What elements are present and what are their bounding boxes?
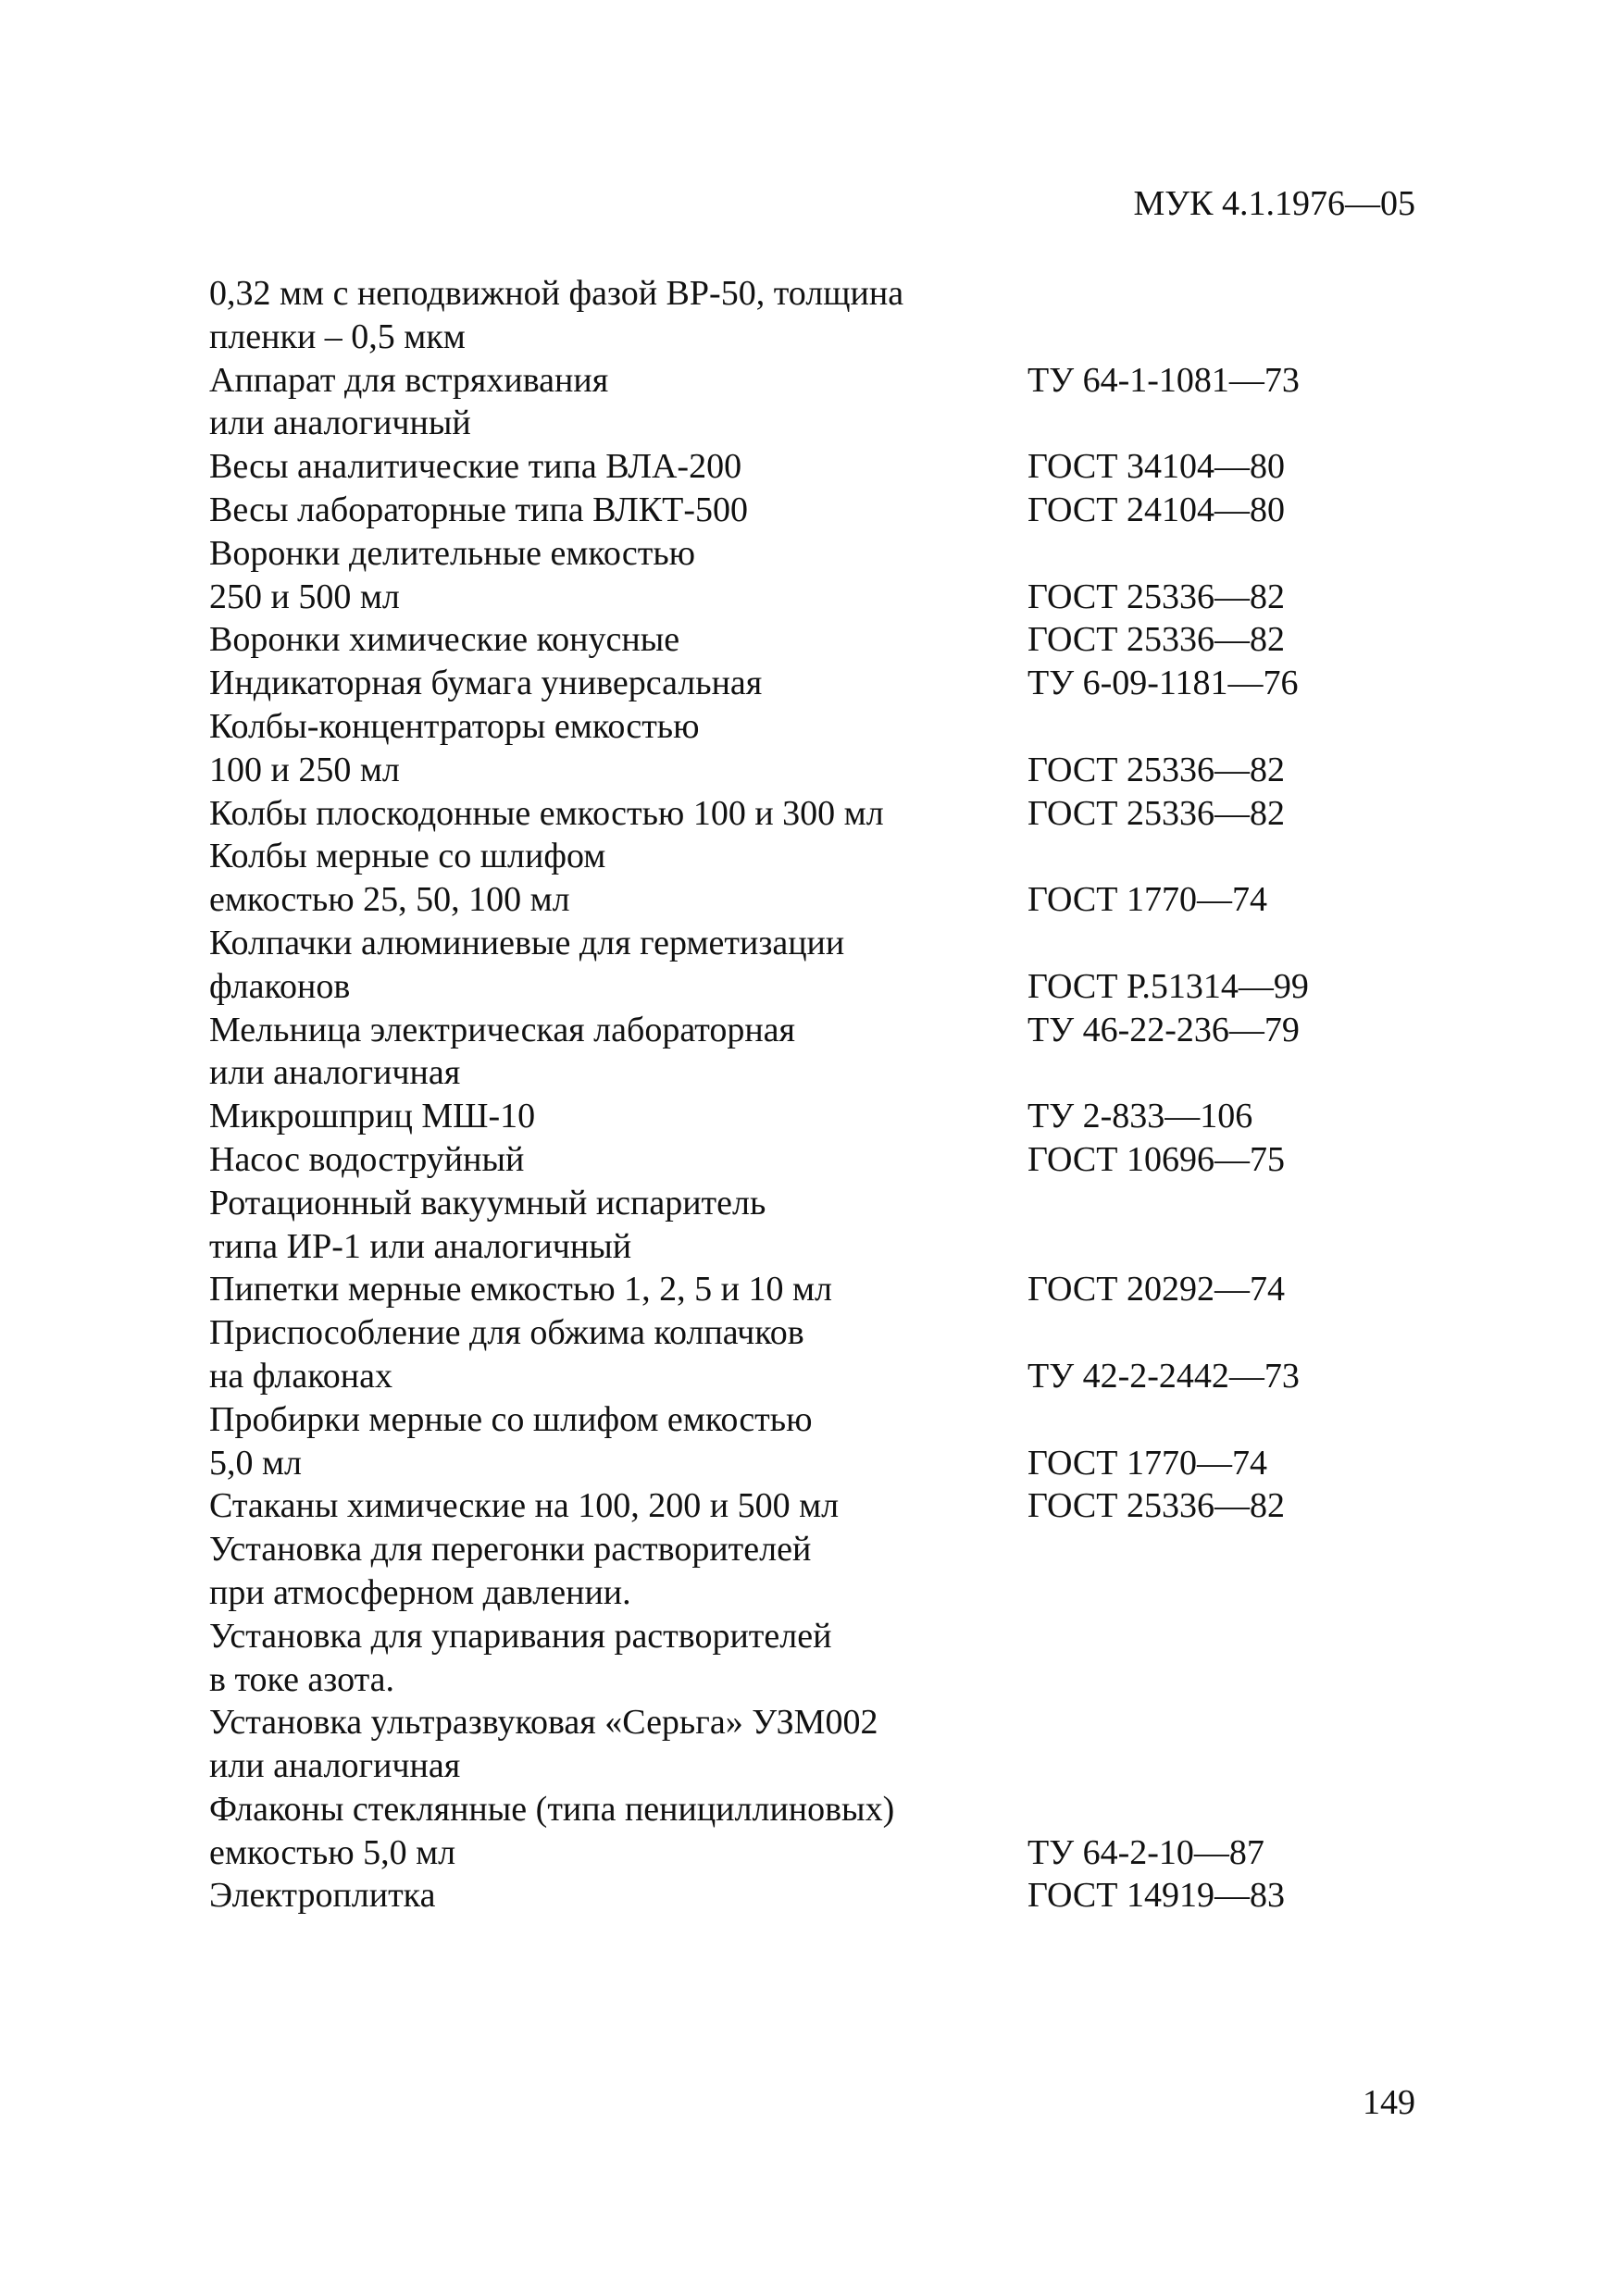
equipment-row [209,878,1413,922]
equipment-name: 250 и 500 мл [209,577,400,616]
equipment-name: Микрошприц МШ-10 [209,1097,536,1136]
standard-code: ГОСТ 10696—75 [1027,1139,1285,1179]
standard-code: ГОСТ 24104—80 [1027,490,1285,529]
equipment-row [209,1398,1413,1442]
equipment-name: Насос водоструйный [209,1139,525,1179]
equipment-name: емкостью 25, 50, 100 мл [209,880,570,920]
equipment-row [209,1615,1413,1658]
equipment-name: Установка для перегонки растворителей [209,1530,812,1570]
standard-code: ГОСТ 1770—74 [1027,1443,1267,1483]
equipment-name: Аппарат для встряхивания [209,360,609,400]
equipment-name: 5,0 мл [209,1443,303,1483]
equipment-name: Стаканы химические на 100, 200 и 500 мл [209,1486,840,1526]
standard-code: ГОСТ 34104—80 [1027,447,1285,487]
equipment-row [209,1788,1413,1831]
equipment-name: или аналогичный [209,403,471,443]
equipment-name: Воронки делительные емкостью [209,533,696,573]
equipment-name: Приспособление для обжима колпачков [209,1313,804,1353]
equipment-name: Колпачки алюминиевые для герметизации [209,923,845,962]
standard-code: ТУ 42-2-2442—73 [1027,1356,1300,1396]
equipment-row [209,1442,1413,1485]
equipment-row [209,1571,1413,1615]
equipment-row [209,489,1413,532]
equipment-name: флаконов [209,966,351,1006]
standard-code: ГОСТ Р.51314—99 [1027,966,1309,1006]
equipment-row [209,792,1413,836]
equipment-name: на флаконах [209,1356,392,1396]
standard-code: ТУ 64-1-1081—73 [1027,360,1300,400]
equipment-row [209,662,1413,705]
equipment-name: Весы лабораторные типа ВЛКТ-500 [209,490,748,529]
equipment-name: Установка для упаривания растворителей [209,1616,832,1656]
standard-code: ГОСТ 25336—82 [1027,793,1285,833]
equipment-name: Установка ультразвуковая «Серьга» УЗМ002 [209,1703,878,1743]
equipment-row [209,1051,1413,1095]
equipment-row [209,922,1413,965]
equipment-row [209,1095,1413,1138]
standard-code: ГОСТ 25336—82 [1027,750,1285,789]
equipment-row [209,1268,1413,1311]
equipment-row [209,1658,1413,1702]
equipment-row [209,532,1413,576]
equipment-row [209,1874,1413,1917]
equipment-name: 0,32 мм с неподвижной фазой ВР-50, толщина [209,274,904,313]
equipment-row [209,1311,1413,1355]
equipment-name: емкостью 5,0 мл [209,1832,456,1872]
equipment-name: в токе азота. [209,1659,395,1699]
equipment-row [209,1138,1413,1182]
standard-code: ГОСТ 14919—83 [1027,1876,1285,1916]
standard-code: ГОСТ 1770—74 [1027,880,1267,920]
standard-code: ТУ 46-22-236—79 [1027,1010,1300,1049]
standard-code: ТУ 2-833—106 [1027,1097,1253,1136]
document-code-header: МУК 4.1.1976—05 [1133,184,1415,223]
equipment-name: 100 и 250 мл [209,750,400,789]
equipment-name: при атмосферном давлении. [209,1572,631,1612]
equipment-name: Мельница электрическая лабораторная [209,1010,795,1049]
equipment-row [209,1182,1413,1225]
equipment-row [209,445,1413,489]
equipment-row [209,1355,1413,1398]
equipment-row [209,1484,1413,1528]
standard-code: ГОСТ 25336—82 [1027,1486,1285,1526]
equipment-row [209,835,1413,878]
equipment-name: Колбы мерные со шлифом [209,837,606,876]
equipment-name: Воронки химические конусные [209,620,680,660]
equipment-row [209,576,1413,619]
equipment-name: Пипетки мерные емкостью 1, 2, 5 и 10 мл [209,1270,832,1309]
equipment-row [209,749,1413,792]
equipment-row [209,1528,1413,1571]
standard-code: ГОСТ 25336—82 [1027,620,1285,660]
equipment-name: типа ИР-1 или аналогичный [209,1226,632,1266]
equipment-name: Колбы-концентраторы емкостью [209,706,700,746]
standard-code: ГОСТ 25336—82 [1027,577,1285,616]
equipment-row [209,1831,1413,1875]
page-number: 149 [1363,2083,1415,2122]
equipment-row [209,618,1413,662]
equipment-name: или аналогичная [209,1053,461,1093]
standard-code: ТУ 6-09-1181—76 [1027,664,1299,703]
equipment-name: Индикаторная бумага универсальная [209,664,763,703]
equipment-name: пленки – 0,5 мкм [209,316,466,356]
equipment-row [209,1744,1413,1788]
standard-code: ТУ 64-2-10—87 [1027,1832,1264,1872]
equipment-list [209,272,1413,1917]
equipment-row [209,1701,1413,1744]
equipment-row [209,1009,1413,1052]
equipment-row [209,272,1413,316]
equipment-row [209,705,1413,749]
equipment-row [209,316,1413,359]
equipment-name: Пробирки мерные со шлифом емкостью [209,1399,813,1439]
equipment-name: Ротационный вакуумный испаритель [209,1183,766,1222]
equipment-row [209,402,1413,445]
equipment-name: Колбы плоскодонные емкостью 100 и 300 мл [209,793,884,833]
equipment-row [209,1225,1413,1269]
equipment-name: или аналогичная [209,1746,461,1786]
equipment-name: Весы аналитические типа ВЛА-200 [209,447,742,487]
standard-code: ГОСТ 20292—74 [1027,1270,1285,1309]
equipment-row [209,965,1413,1009]
equipment-name: Флаконы стеклянные (типа пенициллиновых) [209,1789,895,1829]
equipment-name: Электроплитка [209,1876,436,1916]
equipment-row [209,359,1413,403]
